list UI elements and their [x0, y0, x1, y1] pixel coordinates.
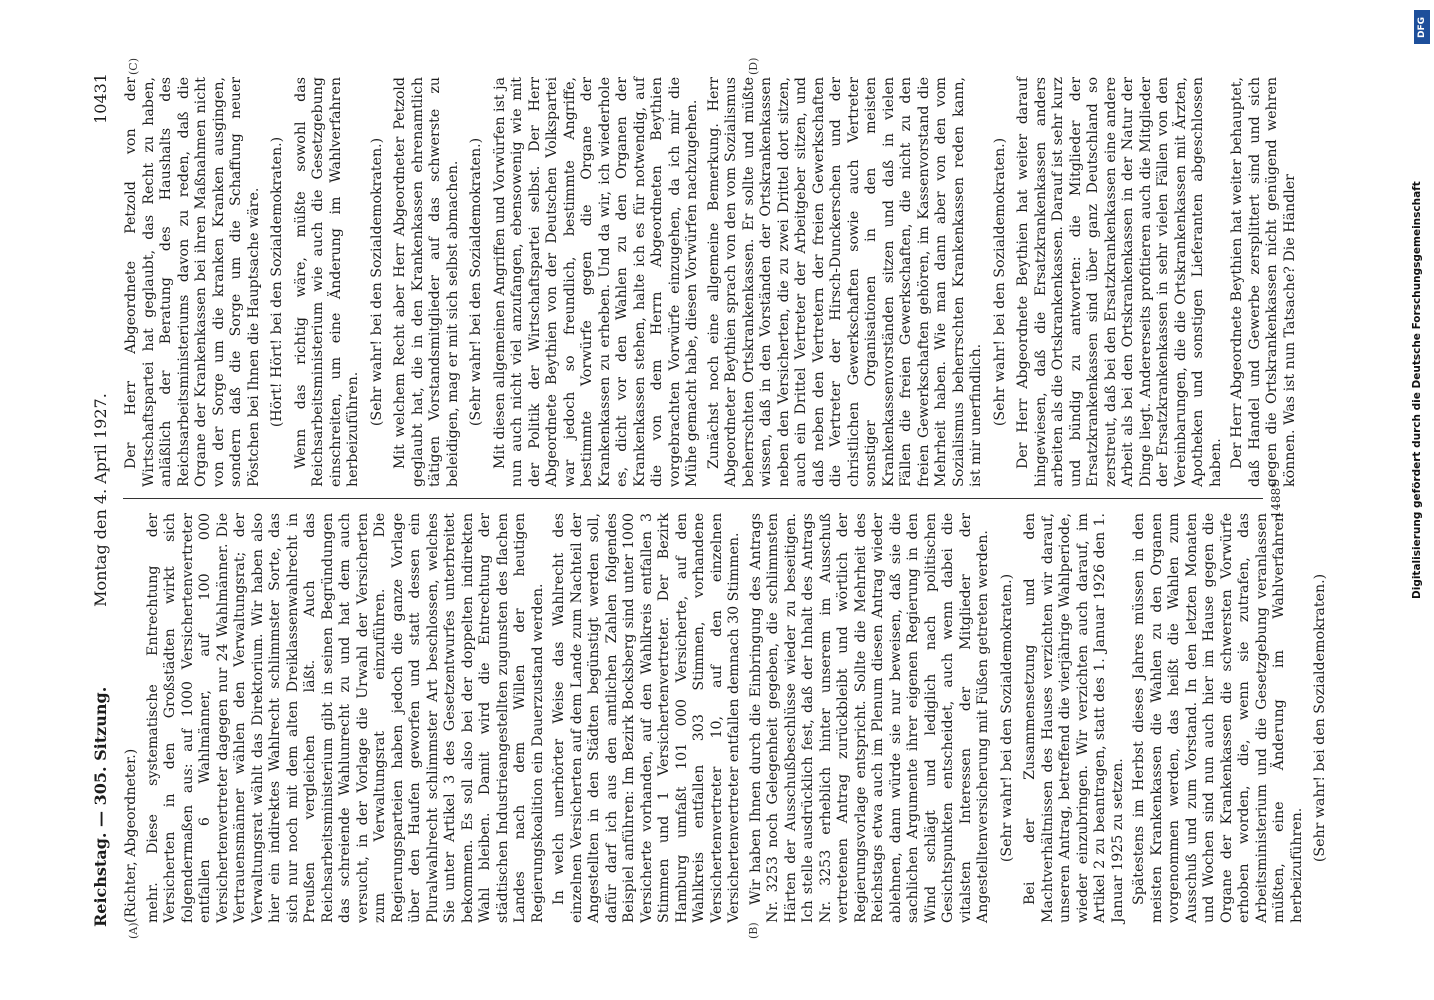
- paragraph: Der Herr Abgeordnete Petzold von der Wirtschaftspartei hat geglaubt, das Recht zu haben, anläßlich der Beratung des Haushalts des Reichsarbeitsministeriums davon zu reden, daß die Organe der Krankenkassen bei ihren Maßnahmen nicht von der Sorge um die kranken Kranken ausgingen, sondern daß die Sorge um die Schaffung neuer Pöstchen bei Ihnen die Hauptsache wäre.: [123, 77, 262, 487]
- paragraph: In welch unerhörter Weise das Wahlrecht des einzelnen Versicherten auf dem Lande zum Nachteil der Angestellten in den Städten begünstigt werden soll, dafür darf ich aus den amtlichen Zahlen folgendes Beispiel anführen: Im Bezirk Bocksberg sind unter 1000 Versicherte vorhanden, auf den Wahlkreis entfallen 3 Stimmen und 1 Versichertenvertreter. Der Bezirk Hamburg umfaßt 101 000 Versicherte, auf den Wahlkreis entfallen 303 Stimmen, vorhandene Versichertenvertreter 10, auf den einzelnen Versichertenvertreter entfallen demnach 30 Stimmen.: [551, 513, 742, 923]
- credit-text: Digitalisierung gefördert durch die Deutsche Forschungsgemeinschaft: [1411, 181, 1423, 599]
- interjection: (Sehr wahr! bei den Sozialdemokraten.): [991, 137, 1008, 427]
- document-page: [87, 57, 1347, 939]
- signature-mark: 1488*: [1269, 481, 1283, 519]
- text-column-left: [123, 513, 1336, 923]
- margin-marker-a: (A): [127, 922, 140, 939]
- digitization-credit: [1410, 10, 1432, 599]
- header-session: Reichstag. — 305. Sitzung.: [91, 686, 110, 927]
- margin-marker-b: (B): [747, 922, 760, 939]
- margin-marker-d: (D): [747, 57, 760, 75]
- speaker-line: (Richter, Abgeordneter.): [123, 748, 139, 923]
- paragraph: mehr. Diese systematische Entrechtung der Versicherten in den Großstädten wirkt sich folgendermaßen aus: auf 1000 Versichertenvertreter entfallen 6 Wahlmänner, auf 100 000 Versichertenvertreter dagegen nur 24 Wahlmänner. Die Vertrauensmänner wählen den Verwaltungsrat; der Verwaltungsrat wählt das Direktorium. Wir haben also hier ein indirektes Wahlrecht schlimmster Sorte, das sich nur noch mit dem alten Dreiklassenwahlrecht in Preußen vergleichen läßt. Auch das Reichsarbeitsministerium gibt in seinen Begründungen das schreiende Wahlunrecht zu und hat dem auch versucht, in der Vorlage die Urwahl der Versicherten zum Verwaltungsrat einzuführen. Die Regierungsparteien haben jedoch die ganze Vorlage über den Haufen geworfen und statt dessen ein Pluralwahlrecht schlimmster Art beschlossen, welches Sie unter Artikel 3 des Gesetzentwurfes unterbreitet bekommen. Es soll also bei der doppelten indirekten Wahl bleiben. Damit wird die Entrechtung der städtischen Industrieangestellten zugunsten des flachen Landes nach dem Willen der heutigen Regierungskoalition ein Dauerzustand werden.: [144, 513, 546, 923]
- interjection: (Sehr wahr! bei den Sozialdemokraten.): [998, 573, 1015, 863]
- paragraph: Bei der Zusammensetzung und den Machtverhältnissen des Hauses verzichten wir darauf, unseren Antrag, betreffend die vierjährige Wahlperiode, wieder einzubringen. Wir verzichten auch darauf, im Artikel 2 zu beantragen, statt des 1. Januar 1926 den 1. Januar 1925 zu setzen.: [1022, 513, 1126, 923]
- paragraph: Mit welchem Recht aber Herr Abgeordneter Petzold geglaubt hat, die in den Krankenkassen ehrenamtlich tätigen Vorstandsmitglieder auf das schwerste zu beleidigen, mag er mit sich selbst abmachen.: [392, 77, 461, 487]
- margin-marker-c: (C): [127, 58, 140, 75]
- paragraph: Wir haben Ihnen durch die Einbringung des Antrags Nr. 3253 noch Gelegenheit gegeben, die schlimmsten Härten der Ausschußbeschlüsse wieder zu beseitigen. Ich stelle ausdrücklich fest, daß der Inhalt des Antrags Nr. 3253 erheblich hinter unserem im Ausschuß vertretenen Antrag zurückbleibt und wörtlich der Regierungsvorlage entspricht. Sollte die Mehrheit des Reichstags etwa auch im Plenum diesen Antrag wieder ablehnen, dann würde sie nur beweisen, daß sie die sachlichen Argumente ihrer eigenen Regierung in den Wind schlägt und lediglich nach politischen Gesichtspunkten entscheidet, auch wenn dabei die vitalsten Interessen der Mitglieder der Angestelltenversicherung mit Füßen getreten werden.: [747, 513, 991, 923]
- page-header: [87, 65, 115, 935]
- paragraph: Mit diesen allgemeinen Angriffen und Vorwürfen ist ja nun auch nicht viel anzufangen, ebensowenig wie mit der Politik der Wirtschaftspartei selbst. Der Herr Abgeordnete Beythien von der Deutschen Volkspartei war jedoch so freundlich, bestimmte Angriffe, bestimmte Vorwürfe gegen die Organe der Krankenkassen zu erheben. Und da wir, ich wiederhole es, dicht vor den Wahlen zu den Organen der Krankenkassen stehen, halte ich es für notwendig, auf die von dem Herrn Abgeordneten Beythien vorgebrachten Vorwürfe einzugehen, da ich mir die Mühe gemacht habe, diesen Vorwürfen nachzugehen.: [491, 77, 700, 487]
- interjection: (Sehr wahr! bei den Sozialdemokraten.): [468, 137, 484, 427]
- page-number: 10431: [91, 73, 110, 124]
- interjection: (Hört! Hört! bei den Sozialdemokraten.): [269, 136, 285, 428]
- dfg-logo: DFG: [1414, 10, 1430, 44]
- paragraph: Wenn das richtig wäre, müßte sowohl das Reichsarbeitsministerium wie auch die Gesetzgebung einschreiten, um eine Änderung im Wahlverfahren herbeizuführen.: [292, 77, 361, 487]
- paragraph: Zunächst noch eine allgemeine Bemerkung. Herr Abgeordneter Beythien sprach von den vom Sozialismus beherrschten Ortskrankenkassen. Er sollte und müßte wissen, daß in den Vorständen der Ortskrankenkassen neben den Versicherten, die zu zwei Drittel dort sitzen, auch ein Drittel Vertreter der Arbeitgeber sitzen, und daß neben den Vertretern der freien Gewerkschaften die Vertreter der Hirsch-Dunckerschen und der christlichen Gewerkschaften sowie auch Vertreter sonstiger Organisationen in den meisten Krankenkassenvorständen sitzen und daß in vielen Fällen die freien Gewerkschaften, die nicht zu den freien Gewerkschaften gehören, im Kassenvorstand die Mehrheit haben. Wie man dann aber von den vom Sozialismus beherrschten Krankenkassen reden kann, ist mir unerfindlich.: [705, 77, 984, 487]
- paragraph: Spätestens im Herbst dieses Jahres müssen in den meisten Krankenkassen die Wahlen zu den Organen vorgenommen werden, das heißt die Wahlen zum Ausschuß und zum Vorstand. In den letzten Monaten und Wochen sind nun auch hier im Hause gegen die Organe der Krankenkassen die schwersten Vorwürfe erhoben worden, die, wenn sie zutrafen, das Arbeitsministerium und die Gesetzgebung veranlassen müßten, eine Änderung im Wahlverfahren herbeizuführen.: [1131, 513, 1305, 923]
- interjection: (Sehr wahr! bei den Sozialdemokraten.): [1312, 573, 1328, 863]
- header-date: Montag den 4. April 1927.: [91, 393, 110, 607]
- interjection: (Sehr wahr! bei den Sozialdemokraten.): [368, 137, 385, 427]
- column-divider: [123, 498, 1263, 499]
- paragraph: Der Herr Abgeordnete Beythien hat weiter darauf hingewiesen, daß die Ersatzkrankenkassen anders arbeiten als die Ortskrankenkassen. Darauf ist sehr kurz und bündig zu antworten: die Mitglieder der Ersatzkrankenkassen sind über ganz Deutschland so zerstreut, daß bei den Ersatzkrankenkassen eine andere Arbeit als bei den Ortskrankenkassen in der Natur der Dinge liegt. Andererseits profitieren auch die Mitglieder der Ersatzkrankenkassen in sehr vielen Fällen von den Vereinbarungen, die die Ortskrankenkassen mit Ärzten, Apotheken und sonstigen Lieferanten abgeschlossen haben.: [1015, 77, 1224, 487]
- text-column-right: [123, 77, 1303, 487]
- paragraph: Der Herr Abgeordnete Beythien hat weiter behauptet, daß Handel und Gewerbe zersplittert sind und sich gegen die Ortskrankenkassen nicht genügend wehren können. Was ist nun Tatsache? Die Händler: [1229, 77, 1298, 487]
